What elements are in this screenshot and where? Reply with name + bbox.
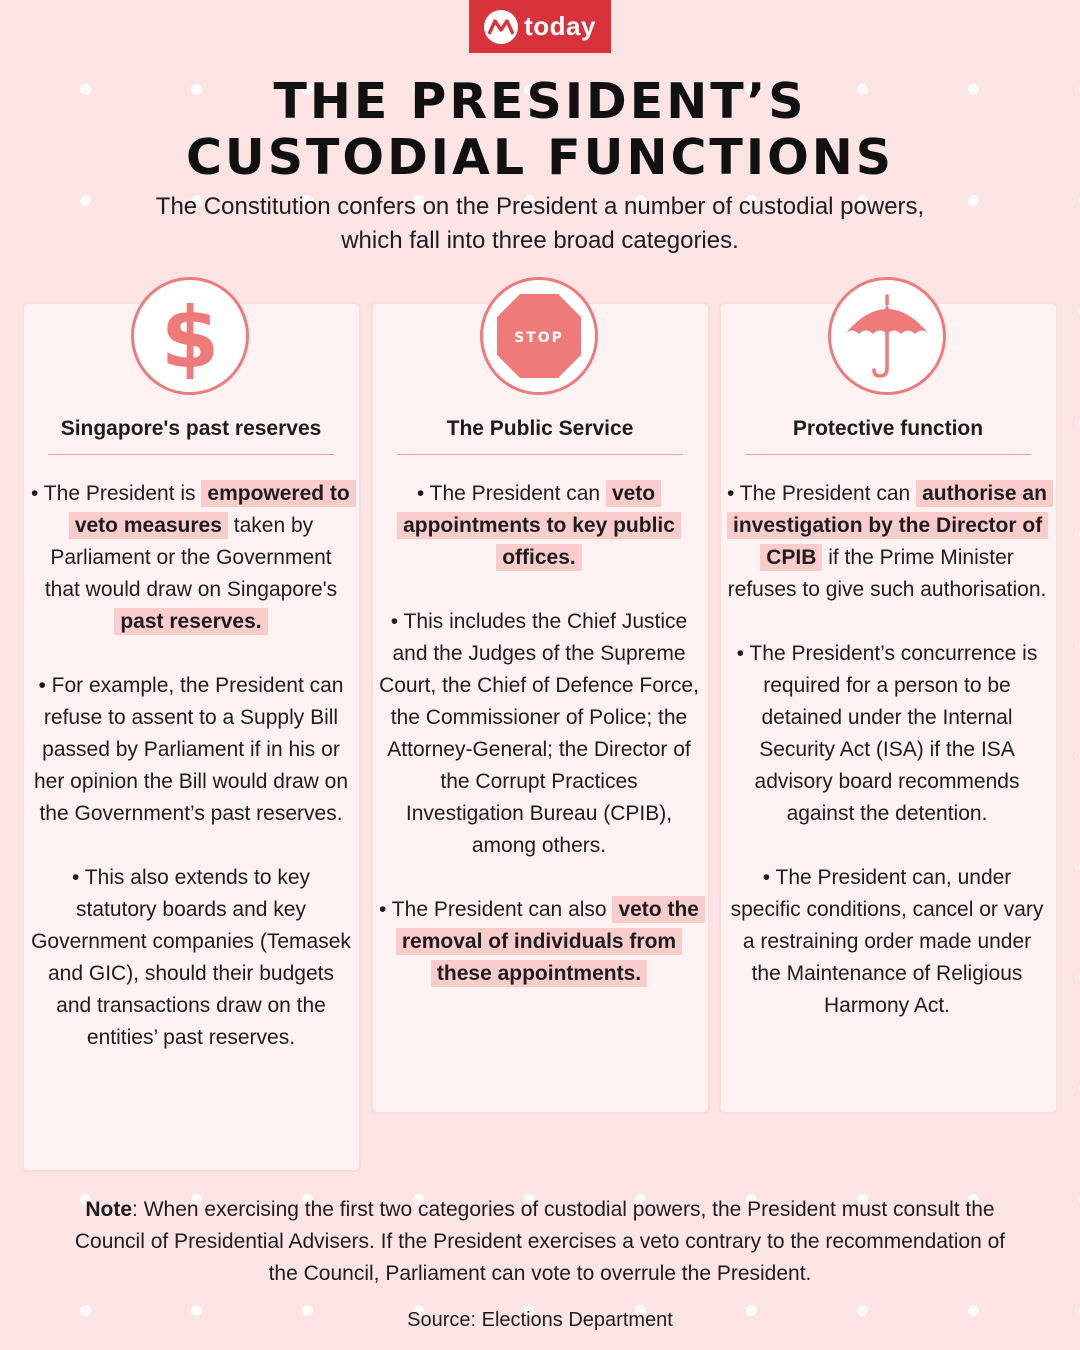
brand-mark-icon: [484, 10, 518, 44]
bullet-paragraph: [727, 478, 1047, 606]
bullet-paragraph: • This also extends to key statutory boards and key Government companies (Temasek and GIC), should their budgets and transactions draw on the entities’ past reserves.: [31, 866, 351, 1049]
highlight-text: veto appointments to key public offices.: [397, 480, 681, 571]
bullet-text: • The President is: [31, 482, 202, 505]
stop-sign-text: STOP: [514, 330, 564, 346]
bullet-paragraph: • The President can, under specific conditions, cancel or vary a restraining order made under the Maintenance of Religious Harmony Act.: [730, 866, 1044, 1017]
note-text: : When exercising the first two categories of custodial powers, the President must consult the Council of Presidential Advisers. If the President exercises a veto contrary to the recommendation of the Council, Parliament can vote to overrule the President.: [74, 1198, 1006, 1285]
card-body-protective-function: [727, 478, 1047, 1054]
card-body-past-reserves: [31, 478, 351, 1086]
bullet-text: if the Prime Minister refuses to give such authorisation.: [727, 546, 1047, 601]
note-label: Note: [85, 1198, 133, 1221]
dollar-icon: [131, 277, 249, 395]
footnote: [60, 1194, 1020, 1290]
bullet-text: • The President can: [727, 482, 917, 505]
umbrella-icon: [828, 277, 946, 395]
svg-text:$: $: [160, 291, 220, 381]
highlight-text: authorise an investigation by the Director of CPIB: [727, 480, 1053, 571]
highlight-text: veto the removal of individuals from these appointments.: [396, 896, 705, 987]
highlight-text: past reserves.: [114, 608, 267, 635]
bullet-text: taken by Parliament or the Government that would draw on Singapore's: [44, 514, 338, 601]
source-credit: Source: Elections Department: [407, 1309, 673, 1331]
bullet-paragraph: [31, 478, 351, 638]
title-line-1: THE PRESIDENT’S: [273, 73, 807, 130]
bullet-paragraph: [379, 478, 699, 574]
bullet-paragraph: [379, 894, 699, 990]
highlight-text: empowered to veto measures: [69, 480, 356, 539]
card-title-protective-function: Protective function: [792, 417, 984, 440]
page-title: [0, 74, 1080, 186]
today-logo[interactable]: [469, 0, 611, 53]
page-subtitle: The Constitution confers on the President a number of custodial powers, which fall into three broad categories.: [155, 193, 925, 254]
card-body-public-service: [379, 478, 699, 1022]
divider: [397, 454, 683, 455]
bullet-text: • The President can: [416, 482, 606, 505]
card-title-public-service: The Public Service: [446, 417, 634, 440]
stop-sign-icon: [480, 277, 598, 395]
bullet-paragraph: • For example, the President can refuse to assent to a Supply Bill passed by Parliament if in his or her opinion the Bill would draw on the Government’s past reserves.: [33, 674, 349, 825]
logo-text: today: [524, 11, 596, 41]
divider: [745, 454, 1031, 455]
bullet-text: • The President can also: [379, 898, 613, 921]
title-line-2: CUSTODIAL FUNCTIONS: [185, 129, 895, 186]
divider: [48, 454, 334, 455]
bullet-paragraph: • This includes the Chief Justice and the Judges of the Supreme Court, the Chief of Defence Force, the Commissioner of Police; the Attorney-General; the Director of the Corrupt Practices Investigation Bureau (CPIB), among others.: [379, 610, 699, 857]
card-title-past-reserves: Singapore's past reserves: [60, 417, 322, 440]
bullet-paragraph: • The President’s concurrence is required for a person to be detained under the Internal Security Act (ISA) if the ISA advisory board recommends against the detention.: [736, 642, 1038, 825]
